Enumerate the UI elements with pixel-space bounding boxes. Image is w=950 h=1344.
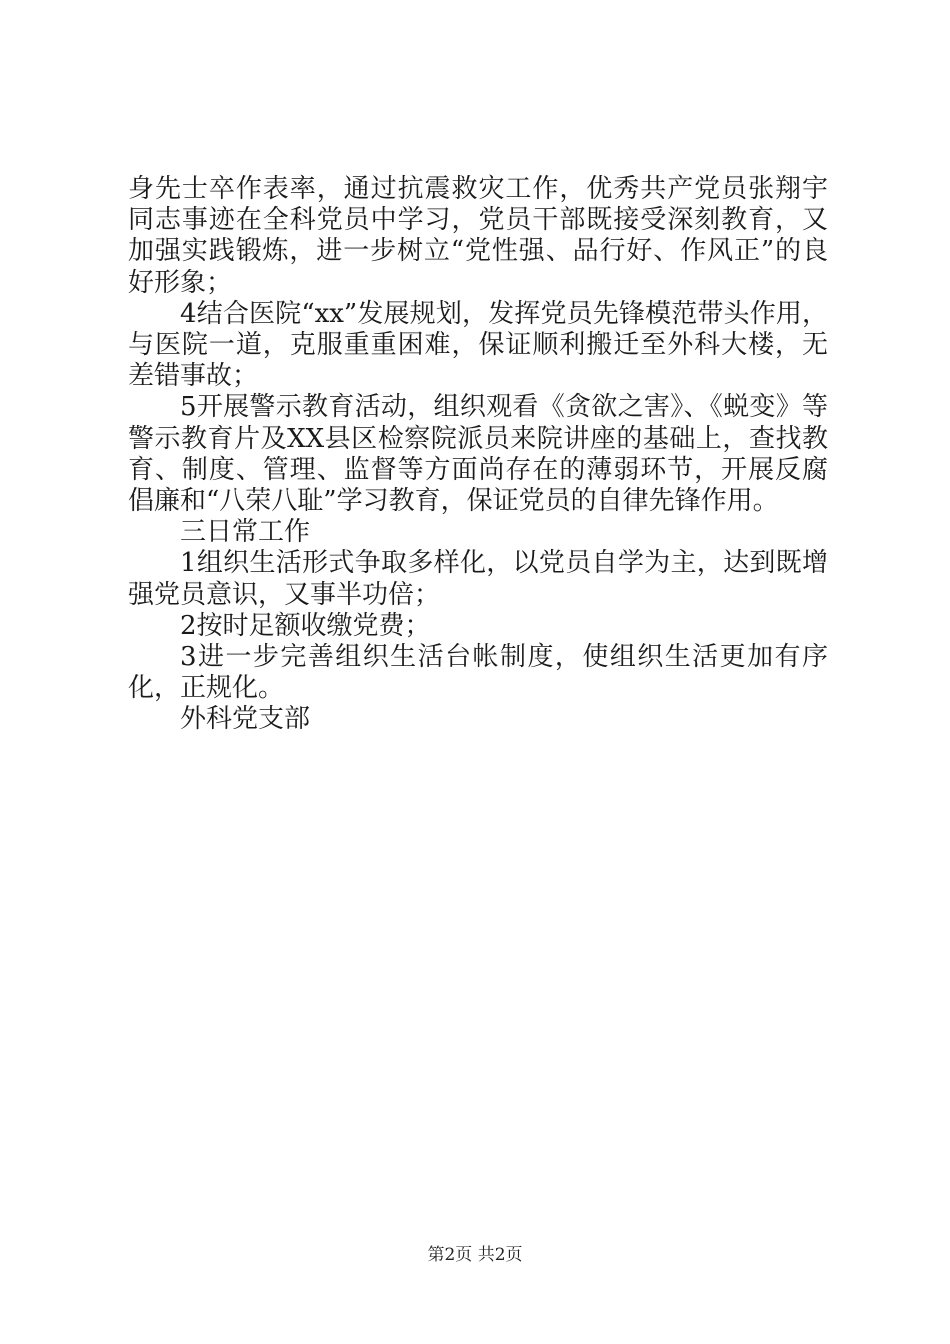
paragraph-continuation: 身先士卒作表率，通过抗震救灾工作，优秀共产党员张翔宇同志事迹在全科党员中学习，党员干部既接受深刻教育，又加强实践锻炼，进一步树立“党性强、品行好、作风正”的良好形象； <box>128 174 828 298</box>
paragraph-item-5: 5开展警示教育活动，组织观看《贪欲之害》、《蜕变》等警示教育片及XX县区检察院派员来院讲座的基础上，查找教育、制度、管理、监督等方面尚存在的薄弱环节，开展反腐倡廉和“八荣八耻”学习教育，保证党员的自律先锋作用。 <box>128 392 828 517</box>
paragraph-item-2: 2按时足额收缴党费； <box>180 610 431 641</box>
section-heading-daily-work: 三日常工作 <box>180 517 311 548</box>
paragraph-item-1: 1组织生活形式争取多样化，以党员自学为主，达到既增强党员意识，又事半功倍； <box>128 548 828 610</box>
paragraph-item-3: 3进一步完善组织生活台帐制度，使组织生活更加有序化，正规化。 <box>128 642 828 704</box>
document-body <box>128 174 828 736</box>
signature-line: 外科党支部 <box>180 704 311 735</box>
paragraph-item-4: 4结合医院“xx”发展规划，发挥党员先锋模范带头作用，与医院一道，克服重重困难，保证顺利搬迁至外科大楼，无差错事故； <box>128 298 828 392</box>
page-number-footer: 第2页 共2页 <box>427 1245 523 1265</box>
